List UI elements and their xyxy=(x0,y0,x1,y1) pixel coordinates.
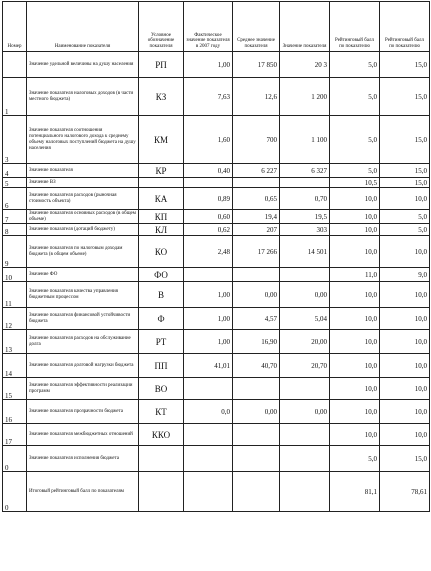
row-score-e: 78,61 xyxy=(380,472,430,512)
row-code: КЛ xyxy=(139,224,184,236)
header-a: Фактическое значение показателя в 2007 году xyxy=(184,2,233,52)
row-value-c: 1 100 xyxy=(280,116,330,164)
row-number xyxy=(3,52,27,78)
row-score-d: 10,0 xyxy=(330,282,380,308)
row-score-e: 10,0 xyxy=(380,188,430,210)
row-code xyxy=(139,472,184,512)
row-score-d: 10,0 xyxy=(330,378,380,400)
row-value-b: 700 xyxy=(233,116,280,164)
row-value-b xyxy=(233,178,280,188)
row-name: Значение показателя финансовой устойчивости бюджета xyxy=(27,308,139,330)
row-value-c: 14 501 xyxy=(280,236,330,268)
row-score-e: 10,0 xyxy=(380,282,430,308)
table-row xyxy=(3,52,430,78)
row-score-e: 15,0 xyxy=(380,52,430,78)
row-name: Итоговый рейтинговый балл по показателям xyxy=(27,472,139,512)
row-value-c: 20,70 xyxy=(280,354,330,378)
table-row xyxy=(3,424,430,446)
header-no: Номер xyxy=(3,2,27,52)
header-c: Значение показателя xyxy=(280,2,330,52)
row-name: Значение ВЗ xyxy=(27,178,139,188)
row-score-d: 10,0 xyxy=(330,330,380,354)
row-name: Значение показателя исполнения бюджета xyxy=(27,446,139,472)
row-value-a: 1,60 xyxy=(184,116,233,164)
row-value-a: 1,00 xyxy=(184,52,233,78)
header-row xyxy=(3,2,430,52)
row-score-d: 10,0 xyxy=(330,224,380,236)
row-number: 14 xyxy=(3,354,27,378)
row-number: 3 xyxy=(3,116,27,164)
row-value-c xyxy=(280,378,330,400)
table-body xyxy=(3,52,430,512)
row-name: Значение показателя долговой нагрузки бюджета xyxy=(27,354,139,378)
row-number: 1 xyxy=(3,78,27,116)
row-score-d: 5,0 xyxy=(330,78,380,116)
row-score-e: 15,0 xyxy=(380,116,430,164)
table-row xyxy=(3,268,430,282)
table-row xyxy=(3,378,430,400)
row-code: ВО xyxy=(139,378,184,400)
row-value-c: 5,04 xyxy=(280,308,330,330)
table-row xyxy=(3,354,430,378)
row-code: КР xyxy=(139,164,184,178)
row-number: 11 xyxy=(3,282,27,308)
row-value-b xyxy=(233,446,280,472)
row-score-d: 11,0 xyxy=(330,268,380,282)
row-code xyxy=(139,446,184,472)
row-score-e: 10,0 xyxy=(380,424,430,446)
row-value-b: 19,4 xyxy=(233,210,280,224)
row-value-a xyxy=(184,472,233,512)
row-score-e: 15,0 xyxy=(380,446,430,472)
row-number: 0 xyxy=(3,472,27,512)
row-name: Значение показателя расходов (рыночная стоимость объекта) xyxy=(27,188,139,210)
row-value-c: 20,00 xyxy=(280,330,330,354)
row-score-e: 10,0 xyxy=(380,354,430,378)
row-value-a: 0,0 xyxy=(184,400,233,424)
row-score-d: 10,0 xyxy=(330,308,380,330)
row-name: Значение показателя эффективности реализации программ xyxy=(27,378,139,400)
row-score-d: 10,5 xyxy=(330,178,380,188)
row-score-d: 10,0 xyxy=(330,188,380,210)
row-value-b: 0,00 xyxy=(233,282,280,308)
rating-table xyxy=(2,1,430,512)
row-code: КТ xyxy=(139,400,184,424)
row-value-b: 207 xyxy=(233,224,280,236)
row-number: 13 xyxy=(3,330,27,354)
table-row xyxy=(3,236,430,268)
row-code: Ф xyxy=(139,308,184,330)
row-score-e: 15,0 xyxy=(380,178,430,188)
row-number: 5 xyxy=(3,178,27,188)
table-row xyxy=(3,164,430,178)
row-score-e: 5,0 xyxy=(380,224,430,236)
row-code: ПП xyxy=(139,354,184,378)
row-score-e: 15,0 xyxy=(380,78,430,116)
row-number: 6 xyxy=(3,188,27,210)
row-score-d: 10,0 xyxy=(330,236,380,268)
row-score-d: 10,0 xyxy=(330,400,380,424)
row-value-c: 19,5 xyxy=(280,210,330,224)
row-number: 8 xyxy=(3,224,27,236)
table-row xyxy=(3,446,430,472)
row-value-a: 0,60 xyxy=(184,210,233,224)
row-value-c xyxy=(280,446,330,472)
row-score-d: 10,0 xyxy=(330,210,380,224)
row-value-c: 20 3 xyxy=(280,52,330,78)
row-value-a xyxy=(184,446,233,472)
row-name: Значение удельной величины на душу населения xyxy=(27,52,139,78)
table-row xyxy=(3,224,430,236)
row-value-a: 41,01 xyxy=(184,354,233,378)
row-value-a: 1,00 xyxy=(184,308,233,330)
row-number: 4 xyxy=(3,164,27,178)
row-score-d: 5,0 xyxy=(330,446,380,472)
row-score-d: 5,0 xyxy=(330,52,380,78)
table-row xyxy=(3,188,430,210)
row-value-c: 6 327 xyxy=(280,164,330,178)
row-score-d: 10,0 xyxy=(330,424,380,446)
row-score-d: 10,0 xyxy=(330,354,380,378)
row-name: Значение показателя основных расходов (в общем объеме) xyxy=(27,210,139,224)
row-code: РТ xyxy=(139,330,184,354)
row-value-a xyxy=(184,178,233,188)
row-number: 16 xyxy=(3,400,27,424)
row-name: Значение показателя прозрачности бюджета xyxy=(27,400,139,424)
row-number: 9 xyxy=(3,236,27,268)
row-code xyxy=(139,178,184,188)
row-score-e: 15,0 xyxy=(380,164,430,178)
header-code: Условное обозначение показателя xyxy=(139,2,184,52)
row-value-b: 17 266 xyxy=(233,236,280,268)
row-number: 7 xyxy=(3,210,27,224)
row-value-a xyxy=(184,268,233,282)
header-b: Среднее значение показателя xyxy=(233,2,280,52)
row-value-b: 40,70 xyxy=(233,354,280,378)
table-row xyxy=(3,210,430,224)
row-value-a xyxy=(184,424,233,446)
row-value-c: 303 xyxy=(280,224,330,236)
row-value-b: 12,6 xyxy=(233,78,280,116)
row-value-c: 1 200 xyxy=(280,78,330,116)
row-code: КО xyxy=(139,236,184,268)
table-row xyxy=(3,78,430,116)
row-value-a: 0,89 xyxy=(184,188,233,210)
row-name: Значение показателя расходов на обслуживание долга xyxy=(27,330,139,354)
row-number: 10 xyxy=(3,268,27,282)
row-code: В xyxy=(139,282,184,308)
table-row xyxy=(3,116,430,164)
row-value-a: 1,00 xyxy=(184,282,233,308)
row-value-a: 7,63 xyxy=(184,78,233,116)
row-value-c: 0,70 xyxy=(280,188,330,210)
row-name: Значение показателя налоговых доходов (в части местного бюджета) xyxy=(27,78,139,116)
row-code: КП xyxy=(139,210,184,224)
header-name: Наименование показателя xyxy=(27,2,139,52)
row-score-e: 9,0 xyxy=(380,268,430,282)
row-code: ККО xyxy=(139,424,184,446)
table-row xyxy=(3,400,430,424)
row-value-b: 4,57 xyxy=(233,308,280,330)
row-number: 0 xyxy=(3,446,27,472)
row-score-d: 81,1 xyxy=(330,472,380,512)
row-value-b xyxy=(233,268,280,282)
row-score-d: 5,0 xyxy=(330,116,380,164)
row-name: Значение показателя качества управления бюджетным процессом xyxy=(27,282,139,308)
table-row xyxy=(3,308,430,330)
row-score-e: 10,0 xyxy=(380,236,430,268)
row-number: 17 xyxy=(3,424,27,446)
table-row xyxy=(3,282,430,308)
row-value-a: 0,40 xyxy=(184,164,233,178)
row-score-e: 5,0 xyxy=(380,210,430,224)
row-value-b: 0,65 xyxy=(233,188,280,210)
row-value-b: 0,00 xyxy=(233,400,280,424)
row-value-b xyxy=(233,424,280,446)
row-number: 12 xyxy=(3,308,27,330)
row-code: КА xyxy=(139,188,184,210)
row-number: 15 xyxy=(3,378,27,400)
table-row xyxy=(3,178,430,188)
table-row xyxy=(3,330,430,354)
row-name: Значение ФО xyxy=(27,268,139,282)
row-value-b xyxy=(233,472,280,512)
row-value-c xyxy=(280,424,330,446)
header-e: Рейтинговый балл по показателю xyxy=(380,2,430,52)
row-score-e: 10,0 xyxy=(380,308,430,330)
row-score-e: 10,0 xyxy=(380,330,430,354)
row-value-a: 0,62 xyxy=(184,224,233,236)
row-name: Значение показателя межбюджетных отношений xyxy=(27,424,139,446)
row-value-c: 0,00 xyxy=(280,400,330,424)
row-value-c: 0,00 xyxy=(280,282,330,308)
row-score-d: 5,0 xyxy=(330,164,380,178)
row-code: КМ xyxy=(139,116,184,164)
table-row xyxy=(3,472,430,512)
row-code: КЗ xyxy=(139,78,184,116)
row-value-c xyxy=(280,268,330,282)
row-value-b xyxy=(233,378,280,400)
row-score-e: 10,0 xyxy=(380,400,430,424)
row-name: Значение показателя соотношения потенциального налогового дохода к среднему объему налоговых поступлений бюджета на душу населения xyxy=(27,116,139,164)
row-value-a: 1,00 xyxy=(184,330,233,354)
row-value-b: 16,90 xyxy=(233,330,280,354)
row-score-e: 10,0 xyxy=(380,378,430,400)
header-d: Рейтинговый балл по показателю xyxy=(330,2,380,52)
row-value-a: 2,48 xyxy=(184,236,233,268)
row-code: ФО xyxy=(139,268,184,282)
row-value-b: 6 227 xyxy=(233,164,280,178)
row-name: Значение показателя по налоговым доходам бюджета (в общем объеме) xyxy=(27,236,139,268)
row-value-c xyxy=(280,178,330,188)
row-name: Значение показателя (дотаций бюджету) xyxy=(27,224,139,236)
row-code: РП xyxy=(139,52,184,78)
row-value-a xyxy=(184,378,233,400)
row-value-c xyxy=(280,472,330,512)
row-name: Значение показателя xyxy=(27,164,139,178)
row-value-b: 17 850 xyxy=(233,52,280,78)
